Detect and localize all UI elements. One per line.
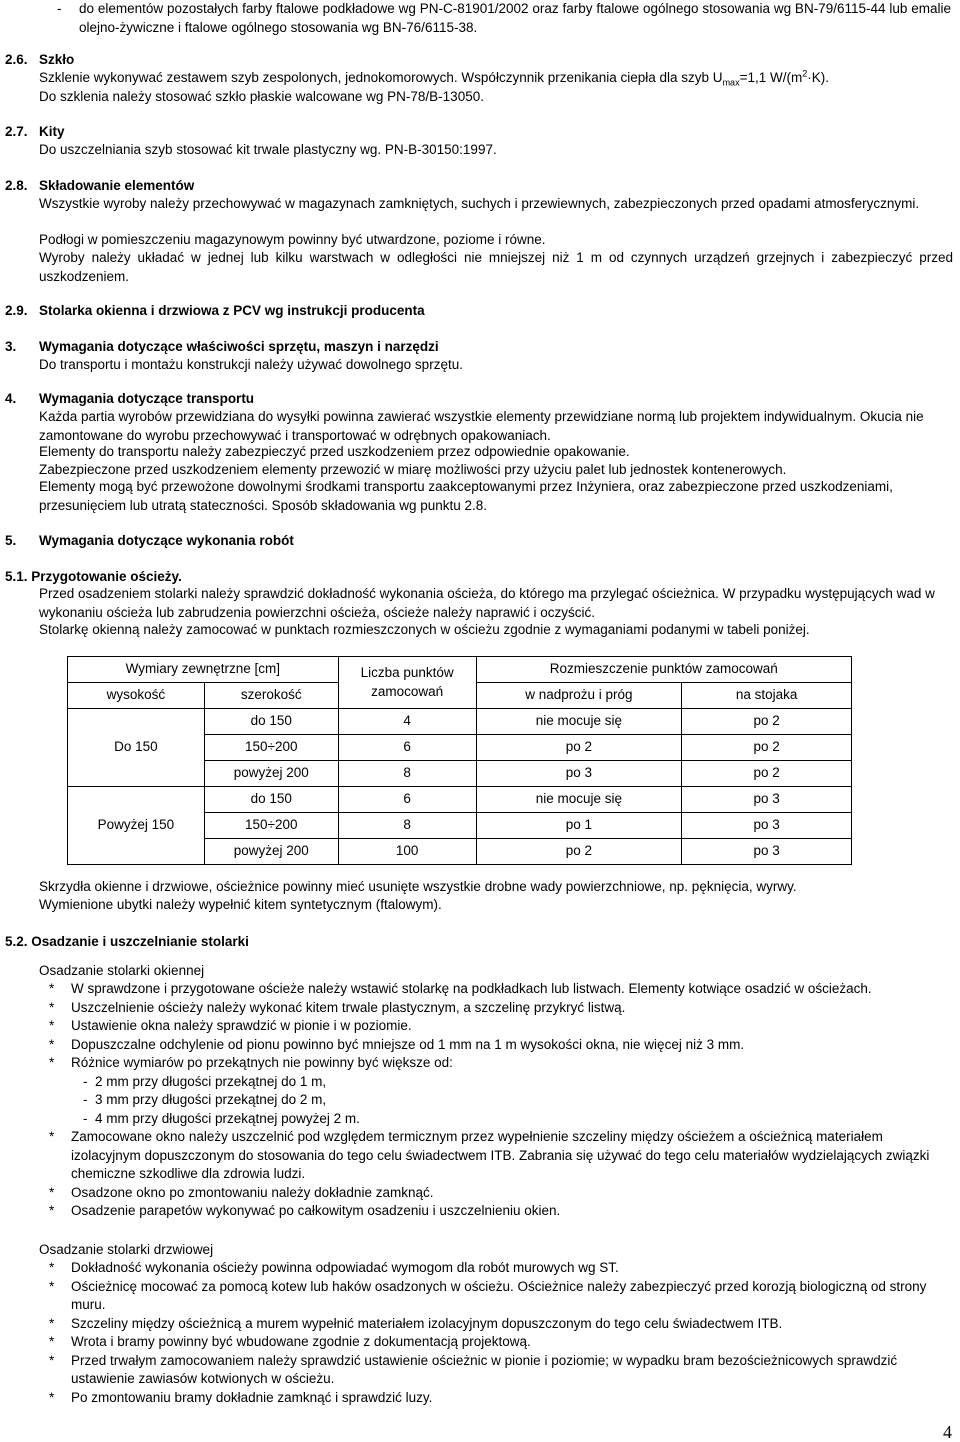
list-item-text: Po zmontowaniu bramy dokładnie zamknąć i sprawdzić luzy.: [71, 1389, 433, 1405]
list-item: [39, 1259, 953, 1278]
list-item-text: do elementów pozostałych farby ftalowe podkładowe wg PN-C-81901/2002 oraz farby ftalowe ogólnego stosowania wg BN-79/6115-44 lub emalie olejno-żywiczne i ftalowe ogólnego stosowania wg BN-76/6115-38.: [79, 1, 951, 35]
list-dash: -: [57, 1, 62, 16]
table-header-cell: Rozmieszczenie punktów zamocowań: [476, 657, 851, 683]
table-cell: 8: [338, 813, 476, 839]
table-cell: po 3: [682, 787, 852, 813]
table-cell: po 2: [476, 735, 682, 761]
list-dash: -: [83, 1110, 88, 1126]
table-header-cell: szerokość: [204, 683, 338, 709]
table-cell: nie mocuje się: [476, 787, 682, 813]
list-item-text: W sprawdzone i przygotowane ościeże należy wstawić stolarkę na podkładkach lub listwach. Elementy kotwiące osadzić w ościeżach.: [71, 981, 872, 996]
table-cell: Do 150: [68, 709, 205, 787]
table-cell: powyżej 200: [204, 761, 338, 787]
paragraph: [39, 69, 953, 88]
paragraph: Skrzydła okienne i drzwiowe, ościeżnice powinny mieć usunięte wszystkie drobne wady powierzchniowe, np. pęknięcia, wyrwy.: [39, 879, 797, 894]
paragraph: Elementy do transportu należy zabezpieczyć przed uszkodzeniem przez odpowiednie opakowanie.: [39, 444, 630, 459]
sub-list-item: [39, 1091, 953, 1110]
paragraph: Zabezpieczone przed uszkodzeniem elementy przewozić w miarę możliwości przy użyciu palet lub jednostek kontenerowych.: [39, 462, 787, 477]
table-header-cell: na stojaka: [682, 683, 852, 709]
paragraph: Stolarkę okienną należy zamocować w punktach rozmieszczonych w ościeżu zgodnie z wymaganiami podanymi w tabeli poniżej.: [39, 622, 810, 637]
table-cell: do 150: [204, 787, 338, 813]
bullet: *: [49, 1055, 55, 1070]
text-run: =1,1 W/(m: [739, 70, 803, 85]
bullet: *: [49, 1389, 55, 1405]
table-cell: 6: [338, 787, 476, 813]
paragraph: Przed osadzeniem stolarki należy sprawdzić dokładność wykonania ościeża, do którego ma przylegać ościeżnica. W przypadku występujących wad w wykonaniu ościeża lub zabrudzenia powierzchni ościeża, ościeże należy naprawić i oczyścić.: [39, 586, 935, 620]
table-cell: 150÷200: [204, 813, 338, 839]
page-number: 4: [943, 1422, 952, 1442]
bullet: *: [49, 999, 55, 1015]
sub-list-item: [39, 1073, 953, 1092]
paragraph: Każda partia wyrobów przewidziana do wysyłki powinna zawierać wszystkie elementy przewidziane normą lub projektem indywidualnym. Okucia nie zamontowane do wyrobu przechowywać i transportować w odrębnych opakowaniach.: [39, 409, 924, 443]
section-heading-4: [5, 390, 254, 409]
section-number: 2.7.: [5, 124, 28, 139]
section-number: 2.8.: [5, 178, 28, 193]
list-item-text: Ościeżnicę mocować za pomocą kotew lub haków osadzonych w ościeżu. Ościeżnice należy zabezpieczyć przed korozją biologiczną od strony muru.: [71, 1278, 927, 1312]
bullet: *: [49, 1129, 55, 1144]
subscript: max: [722, 77, 740, 88]
list-item: [39, 1202, 953, 1221]
table-cell: po 2: [476, 839, 682, 865]
list-item: [39, 1054, 953, 1073]
fixing-points-table: [67, 656, 852, 865]
list-item-text: Wrota i bramy powinny być wbudowane zgodnie z dokumentacją projektową.: [71, 1334, 531, 1349]
list-item: [39, 999, 953, 1018]
table-row: [68, 787, 852, 813]
table-cell: do 150: [204, 709, 338, 735]
table-header-row: [68, 657, 852, 683]
list-item-text: Ustawienie okna należy sprawdzić w pionie i w poziomie.: [71, 1018, 412, 1033]
table-cell: po 2: [682, 735, 852, 761]
section-heading-2-7: [5, 123, 65, 142]
list-item: [39, 1352, 953, 1389]
section-title: Stolarka okienna i drzwiowa z PCV wg instrukcji producenta: [39, 303, 425, 318]
paragraph: Do szklenia należy stosować szkło płaskie walcowane wg PN-78/B-13050.: [39, 89, 484, 104]
paragraph: Wymienione ubytki należy wypełnić kitem syntetycznym (ftalowym).: [39, 897, 442, 912]
list-item-text: Uszczelnienie ościeży należy wykonać kitem trwale plastycznym, a szczelinę przykryć listwą.: [71, 999, 626, 1015]
list-item: [39, 1184, 953, 1203]
subheading: Osadzanie stolarki drzwiowej: [39, 1242, 214, 1257]
section-heading-2-6: [5, 51, 74, 70]
text-run: ·K).: [807, 70, 829, 85]
bullet: *: [49, 1278, 55, 1294]
section-number: 2.6.: [5, 52, 28, 67]
section-heading-2-8: [5, 177, 194, 196]
list-item-text: Dokładność wykonania ościeży powinna odpowiadać wymogom dla robót murowych wg ST.: [71, 1260, 619, 1275]
table-header-cell: w nadprożu i próg: [476, 683, 682, 709]
door-install-list: [39, 1259, 953, 1407]
section-title: Wymagania dotyczące właściwości sprzętu, maszyn i narzędzi: [39, 339, 439, 354]
list-item: [39, 980, 953, 999]
table-header-cell: Wymiary zewnętrzne [cm]: [68, 657, 339, 683]
list-dash: -: [83, 1073, 88, 1089]
table-cell: powyżej 200: [204, 839, 338, 865]
table-header-cell: Liczba punktów zamocowań: [338, 657, 476, 709]
paragraph: Do transportu i montażu konstrukcji należy używać dowolnego sprzętu.: [39, 357, 463, 372]
section-number: 5.: [5, 533, 17, 548]
list-item: [39, 1017, 953, 1036]
sub-list-item: [39, 1110, 953, 1129]
section-title: Wymagania dotyczące transportu: [39, 391, 255, 406]
section-heading-5-1: 5.1. Przygotowanie ościeży.: [5, 569, 182, 584]
bullet: *: [49, 1203, 55, 1218]
paragraph: Podłogi w pomieszczeniu magazynowym powinny być utwardzone, poziome i równe.: [39, 232, 546, 247]
table-cell: 4: [338, 709, 476, 735]
list-item-text: 3 mm przy długości przekątnej do 2 m,: [95, 1092, 327, 1107]
list-item-text: 4 mm przy długości przekątnej powyżej 2 m.: [95, 1110, 360, 1126]
section-title: Wymagania dotyczące wykonania robót: [39, 533, 294, 548]
table-cell: po 3: [682, 813, 852, 839]
table-cell: 6: [338, 735, 476, 761]
list-item-text: Dopuszczalne odchylenie od pionu powinno być mniejsze od 1 mm na 1 m wysokości okna, nie więcej niż 3 mm.: [71, 1036, 745, 1052]
subheading: Osadzanie stolarki okiennej: [39, 963, 205, 978]
bullet: *: [49, 981, 55, 996]
list-dash: -: [83, 1092, 88, 1107]
paragraph: Do uszczelniania szyb stosować kit trwale plastyczny wg. PN-B-30150:1997.: [39, 142, 497, 157]
section-heading-2-9: [5, 302, 425, 321]
bullet: *: [49, 1184, 55, 1200]
bullet: *: [49, 1260, 55, 1275]
section-number: 3.: [5, 339, 17, 354]
list-item-text: Zamocowane okno należy uszczelnić pod względem termicznym przez wypełnienie szczeliny między ościeżem a ościeżnicą materiałem izolacyjnym dopuszczonym do stosowania do tego celu świadectwem ITB. Zabrania się używać do tego celu materiałów wydzielających związki chemiczne szkodliwe dla zdrowia ludzi.: [71, 1129, 930, 1181]
table-row: [68, 709, 852, 735]
section-heading-5: [5, 532, 294, 551]
table-cell: po 1: [476, 813, 682, 839]
section-title: Kity: [39, 124, 65, 139]
list-item-text: 2 mm przy długości przekątnej do 1 m,: [95, 1073, 327, 1089]
bullet: *: [49, 1334, 55, 1349]
list-item-text: Różnice wymiarów po przekątnych nie powinny być większe od:: [71, 1055, 453, 1070]
table-cell: 150÷200: [204, 735, 338, 761]
list-item: [39, 1315, 953, 1334]
section-number: 2.9.: [5, 303, 28, 318]
section-heading-3: [5, 338, 439, 357]
list-item: [39, 1036, 953, 1055]
list-item-text: Osadzenie parapetów wykonywać po całkowitym osadzeniu i uszczelnieniu okien.: [71, 1203, 561, 1218]
section-title: Składowanie elementów: [39, 178, 195, 193]
table-cell: nie mocuje się: [476, 709, 682, 735]
table-cell: po 3: [476, 761, 682, 787]
paragraph: Wyroby należy układać w jednej lub kilku warstwach w odległości nie mniejszej niż 1 m od czynnych urządzeń grzejnych i zabezpieczyć przed uszkodzeniem.: [39, 250, 953, 284]
superscript: 2: [802, 68, 808, 79]
table-cell: 100: [338, 839, 476, 865]
section-heading-5-2: 5.2. Osadzanie i uszczelnianie stolarki: [5, 934, 249, 949]
list-item-text: Osadzone okno po zmontowaniu należy dokładnie zamknąć.: [71, 1184, 434, 1200]
table-cell: 8: [338, 761, 476, 787]
bullet: *: [49, 1315, 55, 1331]
section-number: 4.: [5, 391, 17, 406]
bullet: *: [49, 1036, 55, 1052]
list-item: [39, 1333, 953, 1352]
bullet: *: [49, 1018, 55, 1033]
paragraph: Elementy mogą być przewożone dowolnymi środkami transportu zaakceptowanymi przez Inżyniera, oraz zabezpieczone przed uszkodzeniami, przesunięciem lub utratą stateczności. Sposób składowania wg punktu 2.8.: [39, 479, 893, 513]
table-cell: po 3: [682, 839, 852, 865]
table-cell: Powyżej 150: [68, 787, 205, 865]
list-item-text: Szczeliny między ościeżnicą a murem wypełnić materiałem izolacyjnym dopuszczonym do tego celu świadectwem ITB.: [71, 1315, 783, 1331]
window-install-list: [39, 980, 953, 1221]
table-header-cell: wysokość: [68, 683, 205, 709]
list-item-text: Przed trwałym zamocowaniem należy sprawdzić ustawienie ościeżnic w pionie i poziomie; w wypadku bram bezościeżnicowych sprawdzić ustawienie zawiasów kotwionych w ościeżu.: [71, 1352, 898, 1386]
list-item: [39, 1389, 953, 1408]
section-title: Szkło: [39, 52, 75, 67]
list-item: [39, 1128, 953, 1184]
table-cell: po 2: [682, 709, 852, 735]
text-run: Szklenie wykonywać zestawem szyb zespolonych, jednokomorowych. Współczynnik przenikania ciepła dla szyb U: [39, 70, 723, 85]
list-item: [39, 1278, 953, 1315]
paragraph: Wszystkie wyroby należy przechowywać w magazynach zamkniętych, suchych i przewiewnych, zabezpieczonych przed opadami atmosferycznymi.: [39, 196, 920, 211]
table-cell: po 2: [682, 761, 852, 787]
bullet: *: [49, 1352, 55, 1368]
